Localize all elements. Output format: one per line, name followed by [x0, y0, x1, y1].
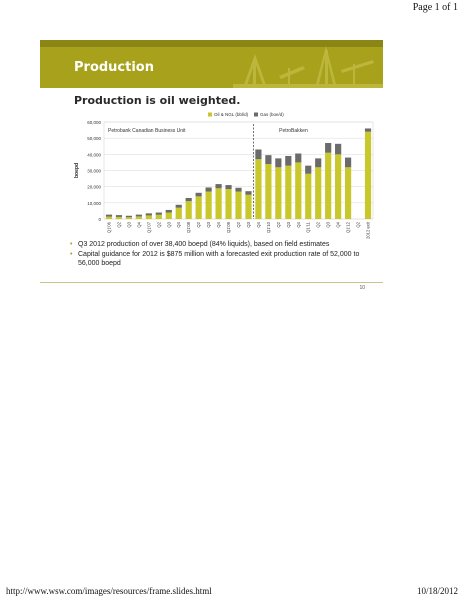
bar-gas: [116, 215, 122, 217]
bar-oil: [315, 167, 321, 219]
bar-gas: [265, 155, 271, 164]
bar-oil: [106, 217, 112, 219]
bar-gas: [166, 210, 172, 213]
bar-gas: [136, 215, 142, 217]
production-chart: [40, 40, 383, 240]
bullet-item: [70, 240, 380, 249]
bar-oil: [146, 215, 152, 219]
y-tick-label: 40,000: [87, 152, 101, 158]
bar-gas: [156, 213, 162, 215]
bar-oil: [176, 208, 182, 219]
bar-oil: [265, 164, 271, 219]
x-tick-label: Q3: [166, 222, 172, 228]
bar-gas: [275, 158, 281, 167]
x-tick-label: Q1'11: [305, 222, 311, 233]
y-tick-label: 30,000: [87, 168, 101, 174]
bar-gas: [106, 215, 112, 217]
bar-gas: [315, 158, 321, 167]
page-indicator: Page 1 of 1: [412, 2, 458, 13]
bullet-marker-icon: •: [70, 241, 73, 248]
slide-number: 10: [359, 285, 365, 291]
x-tick-label: Q4: [176, 222, 182, 228]
bullet-list: [70, 240, 380, 269]
bullet-text: Capital guidance for 2012 is $875 million with a forecasted exit production rate of 52,000 to 56,000 boepd: [78, 251, 360, 267]
bar-oil: [126, 217, 132, 219]
bar-gas: [126, 216, 132, 217]
x-tick-label: Q2: [315, 222, 321, 228]
bar-gas: [215, 184, 221, 188]
x-tick-label: Q3: [126, 222, 132, 228]
x-tick-label: Q1'07: [146, 222, 152, 234]
bar-gas: [285, 156, 291, 166]
bar-oil: [325, 153, 331, 219]
x-tick-label: Q1'06: [106, 222, 112, 234]
bar-oil: [136, 216, 142, 219]
bar-oil: [225, 189, 231, 219]
x-tick-label: Q2: [196, 222, 202, 228]
y-tick-label: 20,000: [87, 184, 101, 190]
y-tick-label: 50,000: [87, 136, 101, 142]
slide: [40, 40, 383, 298]
x-tick-label: Q2: [156, 222, 162, 228]
bar-gas: [365, 128, 371, 131]
x-tick-label: Q3: [206, 222, 212, 228]
bullet-item: [70, 250, 380, 268]
bar-gas: [225, 185, 231, 189]
bar-oil: [335, 154, 341, 219]
footer-date: 10/18/2012: [416, 586, 458, 596]
x-tick-label: Q1'10: [265, 222, 271, 234]
y-tick-label: 10,000: [87, 200, 101, 206]
legend-label-oil: Oil & NGL (bbl/d): [214, 112, 249, 117]
bar-oil: [186, 201, 192, 219]
x-tick-label: Q2: [275, 222, 281, 228]
bar-oil: [285, 166, 291, 219]
slide-subtitle: Production is oil weighted.: [74, 94, 241, 107]
bar-gas: [325, 143, 331, 153]
section-label: PetroBakken: [279, 128, 308, 134]
bar-gas: [196, 193, 202, 197]
bar-oil: [156, 215, 162, 219]
bullet-marker-icon: •: [70, 251, 73, 258]
x-tick-label: Q4: [335, 222, 341, 228]
legend-swatch-oil: [208, 113, 212, 117]
bar-oil: [275, 167, 281, 219]
bar-gas: [176, 205, 182, 208]
y-axis-label: boepd: [74, 163, 80, 178]
section-label: Petrobank Canadian Business Unit: [108, 128, 186, 134]
x-tick-label: Q4: [295, 222, 301, 228]
legend-label-gas: Gas (boe/d): [260, 112, 284, 117]
bar-gas: [345, 158, 351, 168]
bar-oil: [215, 188, 221, 219]
bar-gas: [295, 154, 301, 163]
x-tick-label: Q4: [136, 222, 142, 228]
x-tick-label: Q3: [325, 222, 331, 228]
bar-oil: [196, 196, 202, 219]
x-tick-label: Q4: [216, 222, 222, 228]
x-tick-label: Q1'08: [186, 222, 192, 234]
bar-gas: [255, 149, 261, 159]
x-tick-label: 2012 exit: [365, 222, 371, 239]
bar-oil: [166, 213, 172, 219]
bar-gas: [206, 187, 212, 191]
bar-oil: [235, 192, 241, 219]
bar-oil: [245, 195, 251, 219]
bar-gas: [305, 166, 311, 174]
footer-url: http://www.wsw.com/images/resources/frame.slides.html: [6, 586, 212, 596]
x-tick-label: Q4: [255, 222, 261, 228]
bullet-text: Q3 2012 production of over 38,400 boepd (84% liquids), based on field estimates: [78, 241, 330, 248]
bar-gas: [335, 144, 341, 155]
bar-gas: [146, 213, 152, 215]
bar-gas: [186, 198, 192, 201]
y-tick-label: 0: [98, 217, 101, 222]
x-tick-label: Q1'09: [226, 222, 232, 234]
x-tick-label: Q3: [245, 222, 251, 228]
bar-oil: [116, 217, 122, 219]
y-tick-label: 60,000: [87, 120, 101, 125]
bar-gas: [235, 188, 241, 192]
footer-divider: [40, 282, 383, 283]
bar-oil: [255, 159, 261, 219]
bar-oil: [365, 132, 371, 219]
bar-oil: [206, 192, 212, 219]
x-tick-label: Q3: [285, 222, 291, 228]
x-tick-label: Q1'12: [345, 222, 351, 234]
legend-swatch-gas: [254, 113, 258, 117]
bar-oil: [345, 167, 351, 219]
slide-title: Production: [74, 60, 154, 75]
bar-oil: [305, 174, 311, 219]
x-tick-label: Q2: [236, 222, 241, 228]
x-tick-label: Q2: [116, 222, 122, 228]
bar-gas: [245, 191, 251, 195]
x-tick-label: Q2: [355, 222, 361, 228]
bar-oil: [295, 162, 301, 219]
